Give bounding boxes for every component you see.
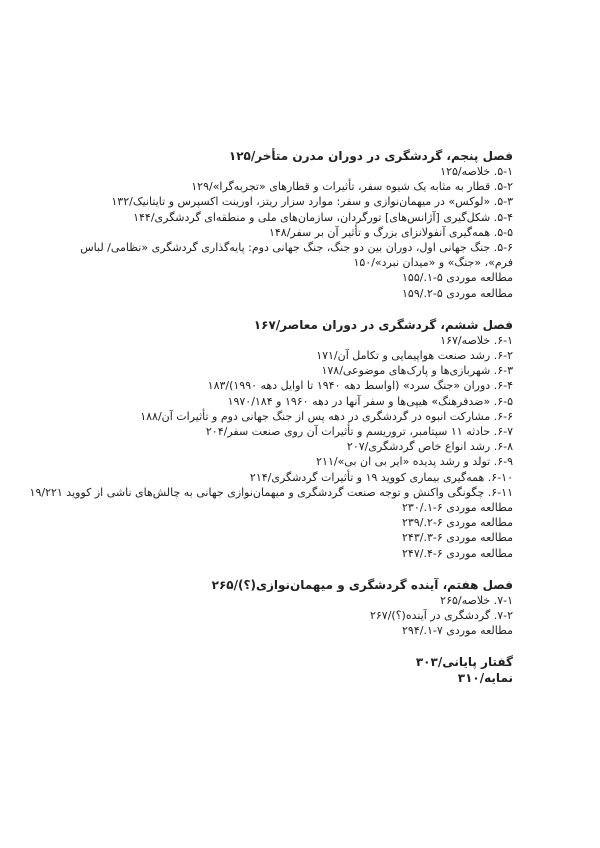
toc-entry-case-study: مطالعه موردی ۶-۱./۲۳۰ [402,501,513,515]
toc-entry: ۶-۹. تولد و رشد پدیده «ایر بی ان بی»/۲۱۱ [316,455,513,469]
index-entry: نمایه/۳۱۰ [457,671,513,686]
chapter-7 [73,577,513,639]
toc-entry: ۵-۶. جنگ جهانی اول، دوران بین دو جنگ، جنگ جهانی دوم: پایه‌گذاری گردشگری «نظامی/ لباس فرم»، «جنگ» و «میدان نبرد»/۱۵۰ [80,241,513,270]
chapter-title: فصل پنجم، گردشگری در دوران مدرن متأخر/۱۲۵ [228,149,513,163]
toc-entry: ۶-۷. حادثه ۱۱ سپتامبر، تروریسم و تأثیرات آن روی صنعت سفر/۲۰۴ [205,425,513,439]
table-of-contents [29,148,513,686]
toc-entry: ۶-۲. رشد صنعت هواپیمایی و تکامل آن/۱۷۱ [316,349,513,363]
chapter-title: فصل هفتم، آینده گردشگری و میهمان‌نوازی(؟)/۲۶۵ [211,577,513,592]
toc-entry-case-study: مطالعه موردی ۶-۳./۲۴۳ [402,531,513,545]
toc-entry: ۵-۵. همه‌گیری آنفولانزای بزرگ و تأثیر آن بر سفر/۱۴۸ [268,225,513,239]
toc-entry: ۶-۱. خلاصه/۱۶۷ [440,333,513,347]
chapter-6 [29,317,513,561]
toc-entry-case-study: مطالعه موردی ۶-۲./۲۳۹ [402,516,513,530]
toc-entry-case-study: مطالعه موردی ۵-۱./۱۵۵ [402,271,513,285]
toc-entry: ۶-۶. مشارکت انبوه در گردشگری در دهه پس از جنگ جهانی دوم و تأثیرات آن/۱۸۸ [140,409,513,423]
toc-entry: ۶-۵. «ضدفرهنگ» هیپی‌ها و سفر آنها در دهه ۱۹۶۰ و ۱۹۷۰/۱۸۴ [227,394,513,408]
toc-entry-case-study: مطالعه موردی ۶-۴./۲۴۷ [402,546,513,560]
toc-entry: ۵-۳. «لوکس» در میهمان‌نوازی و سفر: موارد سزار ریتز، اورینت اکسپرس و تایتانیک/۱۳۲ [111,195,513,209]
epilogue-entry: گفتار پایانی/۳۰۳ [415,655,513,670]
toc-entry: ۶-۱۱. چگونگی واکنش و توجه صنعت گردشگری و میهمان‌نوازی جهانی به چالش‌های ناشی از کووید ۱۹/۲۲۱ [29,485,513,499]
toc-entry: ۵-۴. شکل‌گیری [آژانس‌های] تورگردان، سازمان‌های ملی و منطقه‌ای گردشگری/۱۴۴ [133,210,513,224]
toc-entry: ۶-۱۰. همه‌گیری بیماری کووید ۱۹ و تأثیرات گردشگری/۲۱۴ [249,470,513,484]
toc-entry: ۷-۲. گردشگری در آینده(؟)/۲۶۷ [369,609,513,623]
toc-entry-case-study: مطالعه موردی ۵-۲./۱۵۹ [402,286,513,300]
closing-sections [73,654,513,686]
chapter-title: فصل ششم، گردشگری در دوران معاصر/۱۶۷ [253,317,513,332]
toc-entry: ۶-۳. شهربازی‌ها و پارک‌های موضوعی/۱۷۸ [321,364,513,378]
toc-entry: ۶-۸. رشد انواع خاص گردشگری/۲۰۷ [346,440,513,454]
toc-entry: ۵-۱. خلاصه/۱۲۵ [440,165,513,178]
toc-entry: ۷-۱. خلاصه/۲۶۵ [440,593,513,607]
chapter-5 [73,148,513,301]
toc-entry-case-study: مطالعه موردی ۷-۱./۲۹۴ [402,624,513,638]
toc-entry: ۵-۲. قطار به مثابه یک شیوه سفر، تأثیرات و قطارهای «تجربه‌گرا»/۱۲۹ [191,180,513,194]
toc-entry: ۶-۴. دوران «جنگ سرد» (اواسط دهه ۱۹۴۰ تا اوایل دهه ۱۹۹۰)/۱۸۳ [207,379,513,393]
